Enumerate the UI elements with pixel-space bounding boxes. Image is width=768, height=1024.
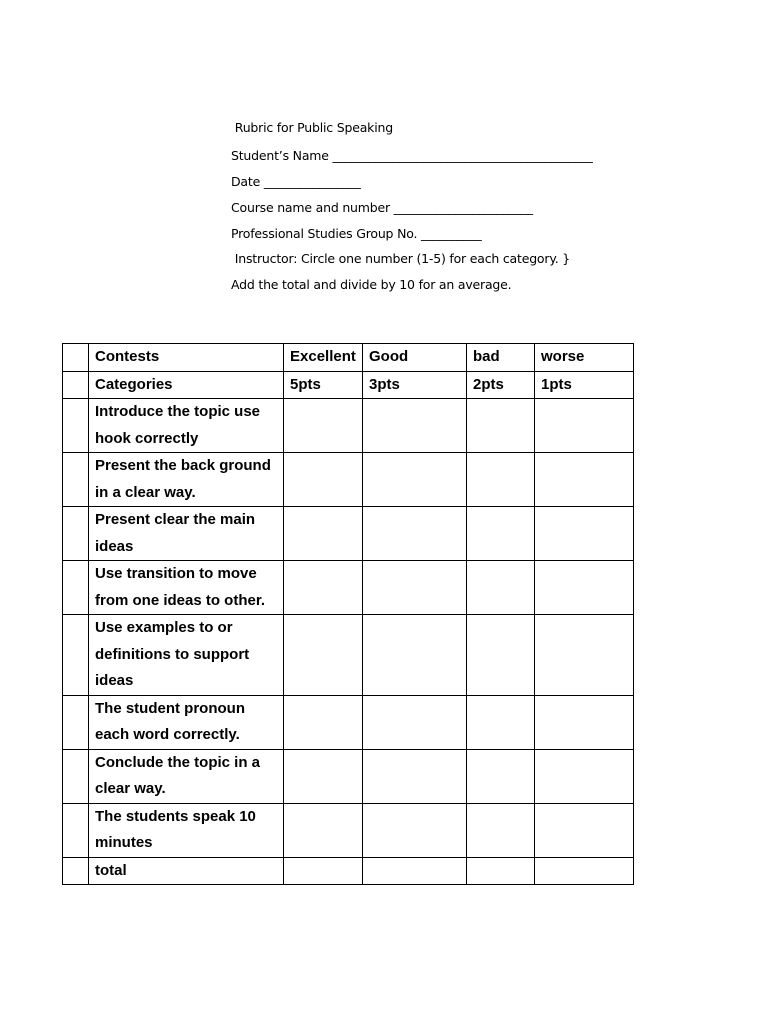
blank-cell: [63, 803, 89, 857]
score-cell[interactable]: [363, 507, 467, 561]
blank-cell: [63, 344, 89, 372]
score-cell[interactable]: [284, 803, 363, 857]
score-cell[interactable]: [467, 507, 535, 561]
header-cell-excellent: Excellent: [284, 344, 363, 372]
document-title: Rubric for Public Speaking: [231, 120, 393, 135]
score-cell[interactable]: [535, 561, 634, 615]
group-line: Professional Studies Group No. __________: [231, 226, 482, 241]
blank-cell: [63, 507, 89, 561]
category-cell: Conclude the topic in a clear way.: [89, 749, 284, 803]
score-cell[interactable]: [363, 561, 467, 615]
score-cell[interactable]: [363, 453, 467, 507]
table-row: [63, 561, 634, 615]
score-cell[interactable]: [467, 453, 535, 507]
table-row: [63, 749, 634, 803]
category-cell: Present clear the main ideas: [89, 507, 284, 561]
category-cell: Use examples to or definitions to support ideas: [89, 615, 284, 696]
student-name-line: Student’s Name ___________________________________________: [231, 148, 593, 163]
score-cell[interactable]: [535, 453, 634, 507]
score-cell[interactable]: [535, 695, 634, 749]
header-cell-good: Good: [363, 344, 467, 372]
table-row: [63, 695, 634, 749]
points-cell-2: 2pts: [467, 371, 535, 399]
category-cell: The students speak 10 minutes: [89, 803, 284, 857]
blank-cell: [63, 453, 89, 507]
score-cell[interactable]: [467, 803, 535, 857]
total-label: total: [89, 857, 284, 885]
score-cell[interactable]: [284, 453, 363, 507]
points-cell-3: 3pts: [363, 371, 467, 399]
category-cell: Introduce the topic use hook correctly: [89, 399, 284, 453]
category-cell: Present the back ground in a clear way.: [89, 453, 284, 507]
header-cell-worse: worse: [535, 344, 634, 372]
score-cell[interactable]: [467, 561, 535, 615]
score-cell[interactable]: [363, 749, 467, 803]
table-row: [63, 507, 634, 561]
total-cell[interactable]: [467, 857, 535, 885]
score-cell[interactable]: [535, 749, 634, 803]
score-cell[interactable]: [284, 749, 363, 803]
header-row-points: [63, 371, 634, 399]
score-cell[interactable]: [284, 695, 363, 749]
category-cell: The student pronoun each word correctly.: [89, 695, 284, 749]
score-cell[interactable]: [467, 615, 535, 696]
score-cell[interactable]: [363, 695, 467, 749]
header-row-levels: [63, 344, 634, 372]
table-row: [63, 615, 634, 696]
header-cell-categories: Categories: [89, 371, 284, 399]
score-cell[interactable]: [284, 615, 363, 696]
blank-cell: [63, 561, 89, 615]
average-instruction: Add the total and divide by 10 for an average.: [231, 277, 512, 292]
date-line: Date ________________: [231, 174, 361, 189]
blank-cell: [63, 695, 89, 749]
score-cell[interactable]: [535, 507, 634, 561]
blank-cell: [63, 749, 89, 803]
score-cell[interactable]: [363, 399, 467, 453]
blank-cell: [63, 857, 89, 885]
total-row: [63, 857, 634, 885]
blank-cell: [63, 399, 89, 453]
score-cell[interactable]: [284, 561, 363, 615]
score-cell[interactable]: [467, 749, 535, 803]
instructor-note: Instructor: Circle one number (1-5) for each category. }: [231, 251, 571, 266]
score-cell[interactable]: [467, 695, 535, 749]
score-cell[interactable]: [363, 803, 467, 857]
total-cell[interactable]: [363, 857, 467, 885]
category-cell: Use transition to move from one ideas to other.: [89, 561, 284, 615]
table-row: [63, 399, 634, 453]
total-cell[interactable]: [535, 857, 634, 885]
score-cell[interactable]: [284, 507, 363, 561]
header-cell-contests: Contests: [89, 344, 284, 372]
table-row: [63, 453, 634, 507]
course-line: Course name and number _______________________: [231, 200, 533, 215]
rubric-table: [62, 343, 634, 885]
score-cell[interactable]: [284, 399, 363, 453]
total-cell[interactable]: [284, 857, 363, 885]
points-cell-5: 5pts: [284, 371, 363, 399]
points-cell-1: 1pts: [535, 371, 634, 399]
score-cell[interactable]: [467, 399, 535, 453]
score-cell[interactable]: [535, 803, 634, 857]
blank-cell: [63, 615, 89, 696]
table-row: [63, 803, 634, 857]
blank-cell: [63, 371, 89, 399]
score-cell[interactable]: [535, 399, 634, 453]
header-cell-bad: bad: [467, 344, 535, 372]
score-cell[interactable]: [363, 615, 467, 696]
score-cell[interactable]: [535, 615, 634, 696]
